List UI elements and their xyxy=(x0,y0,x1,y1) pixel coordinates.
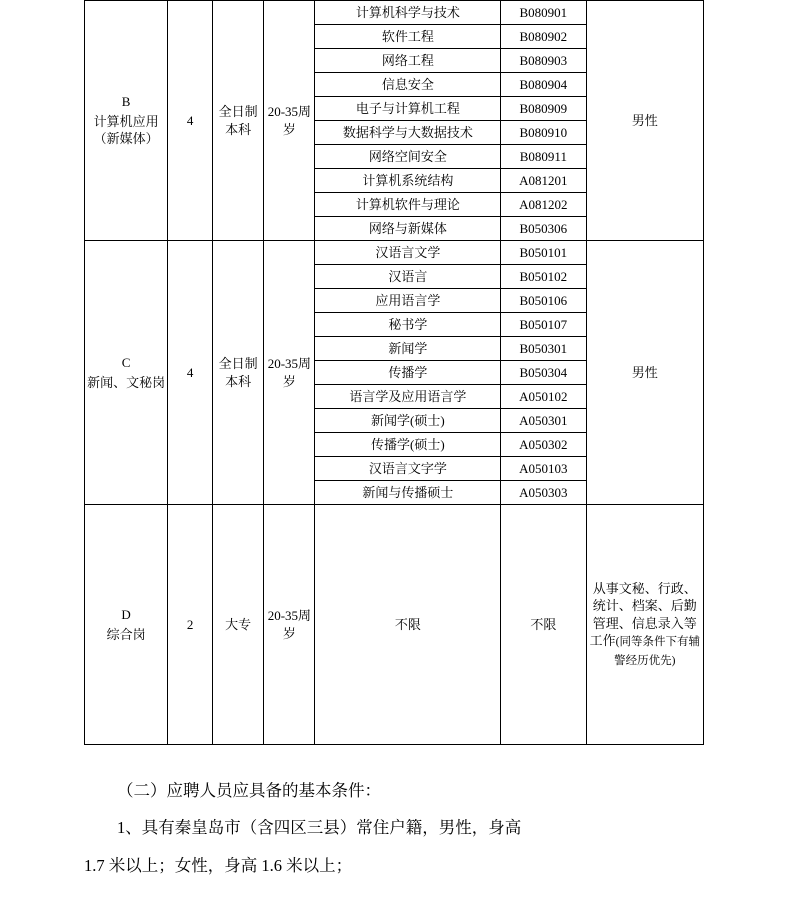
major-code: B050101 xyxy=(501,241,586,265)
table-row xyxy=(85,241,704,265)
section-heading: （二）应聘人员应具备的基本条件： xyxy=(117,781,381,800)
job-age: 20-35周岁 xyxy=(264,241,315,505)
major-name: 汉语言文字学 xyxy=(315,457,501,481)
job-code-c xyxy=(85,241,168,505)
major-code: A050103 xyxy=(501,457,586,481)
major-code: A050301 xyxy=(501,409,586,433)
major-name: 传播学(硕士) xyxy=(315,433,501,457)
major-name: 新闻学 xyxy=(315,337,501,361)
major-name: 汉语言文学 xyxy=(315,241,501,265)
job-other: 男性 xyxy=(586,241,703,505)
major-code: A050303 xyxy=(501,481,586,505)
major-code: A050102 xyxy=(501,385,586,409)
major-name: 语言学及应用语言学 xyxy=(315,385,501,409)
body-text xyxy=(84,775,704,881)
major-code: A050302 xyxy=(501,433,586,457)
job-count: 4 xyxy=(168,241,213,505)
major-name: 网络空间安全 xyxy=(315,145,501,169)
condition-item-1-line1: 1、具有秦皇岛市（含四区三县）常住户籍，男性，身高 xyxy=(117,818,522,838)
job-name: 新闻、文秘岗 xyxy=(87,374,166,390)
job-other xyxy=(586,505,703,745)
job-age: 20-35周岁 xyxy=(264,505,315,745)
job-other-note: (同等条件下有辅警经历优先) xyxy=(614,636,700,667)
major-code: B080911 xyxy=(501,145,586,169)
major-name: 软件工程 xyxy=(315,25,501,49)
major-code: B080901 xyxy=(501,1,586,25)
major-name: 计算机系统结构 xyxy=(315,169,501,193)
major-name: 计算机软件与理论 xyxy=(315,193,501,217)
major-name: 新闻与传播硕士 xyxy=(315,481,501,505)
job-age: 20-35周岁 xyxy=(264,1,315,241)
major-code: B050102 xyxy=(501,265,586,289)
job-count: 2 xyxy=(168,505,213,745)
major-name: 汉语言 xyxy=(315,265,501,289)
job-other: 男性 xyxy=(586,1,703,241)
major-code: A081202 xyxy=(501,193,586,217)
job-name: 计算机应用（新媒体） xyxy=(93,113,159,147)
job-other-main: 从事文秘、行政、统计、档案、后勤管理、信息录入等工作 xyxy=(589,580,697,649)
job-name: 综合岗 xyxy=(106,626,146,642)
major-name: 信息安全 xyxy=(315,73,501,97)
major-code: B080904 xyxy=(501,73,586,97)
major-name: 电子与计算机工程 xyxy=(315,97,501,121)
job-education: 全日制本科 xyxy=(213,1,264,241)
major-code: B080910 xyxy=(501,121,586,145)
condition-item-1-line2: 1.7 米以上；女性，身高 1.6 米以上； xyxy=(84,855,353,875)
job-education: 大专 xyxy=(213,505,264,745)
major-code: B050304 xyxy=(501,361,586,385)
major-name: 数据科学与大数据技术 xyxy=(315,121,501,145)
major-name: 传播学 xyxy=(315,361,501,385)
major-code: B050107 xyxy=(501,313,586,337)
major-name: 网络工程 xyxy=(315,49,501,73)
major-code: B050301 xyxy=(501,337,586,361)
major-name: 不限 xyxy=(315,505,501,745)
major-code: 不限 xyxy=(501,505,586,745)
job-code-d xyxy=(85,505,168,745)
major-name: 秘书学 xyxy=(315,313,501,337)
job-code-b xyxy=(85,1,168,241)
major-code: B080903 xyxy=(501,49,586,73)
job-letter: C xyxy=(121,354,131,370)
major-name: 网络与新媒体 xyxy=(315,217,501,241)
major-code: B050306 xyxy=(501,217,586,241)
recruitment-table xyxy=(84,0,704,745)
job-education: 全日制本科 xyxy=(213,241,264,505)
major-code: B050106 xyxy=(501,289,586,313)
major-name: 计算机科学与技术 xyxy=(315,1,501,25)
table-row xyxy=(85,1,704,25)
major-code: B080902 xyxy=(501,25,586,49)
major-code: B080909 xyxy=(501,97,586,121)
job-letter: D xyxy=(121,606,131,622)
job-letter: B xyxy=(121,94,131,110)
table-row xyxy=(85,505,704,745)
major-code: A081201 xyxy=(501,169,586,193)
major-name: 应用语言学 xyxy=(315,289,501,313)
major-name: 新闻学(硕士) xyxy=(315,409,501,433)
job-count: 4 xyxy=(168,1,213,241)
